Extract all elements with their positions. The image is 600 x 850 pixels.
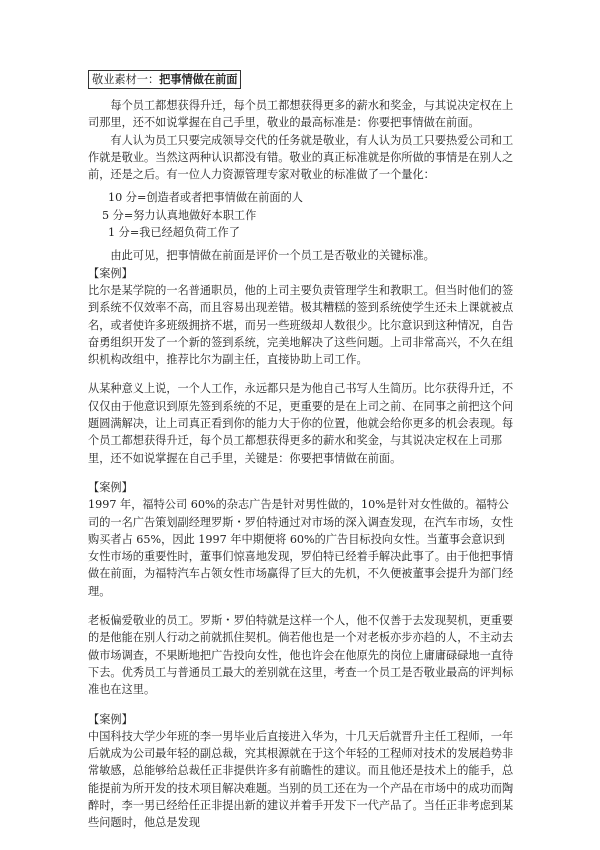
case-label-1: 【案例】	[88, 266, 133, 280]
case2-paragraph-1: 1997 年，福特公司 60%的杂志广告是针对男性做的，10%是针对女性做的。福特公司的一名广告策划副经理罗斯・罗伯特通过对市场的深入调查发现，在汽车市场，女性购买者占 65%，因此 1997 年中期便将 60%的广告目标投向女性。当董事会意识到女性市场的重要性时，董事们惊喜地发现，罗伯特已经着手解决此事了。由于他把事情做在前面，为福特汽车占领女性市场赢得了巨大的先机，不久便被董事会提升为部门经理。	[88, 498, 514, 598]
case1-paragraph-1: 比尔是某学院的一名普通职员，他的上司主要负责管理学生和教职工。但当时他们的签到系统不仅效率不高，而且容易出现差错。极其糟糕的签到系统使学生还未上课就被点名，或者使许多班级拥挤不堪，而另一些班级却人数很少。比尔意识到这种情况，自告奋勇组织开发了一个新的签到系统，完美地解决了这些问题。上司非常高兴，不久在组织机构改组中，推荐比尔为副主任，直接协助上司工作。	[88, 283, 514, 367]
section-title-prefix: 敬业素材一：	[92, 73, 160, 86]
case2-paragraph-2: 老板偏爱敬业的员工。罗斯・罗伯特就是这样一个人，他不仅善于去发现契机，更重要的是他能在别人行动之前就抓住契机。倘若他也是一个对老板亦步亦趋的人，不主动去做市场调查，不果断地把广告投向女性，他也许会在他原先的岗位上庸庸碌碌地一直待下去。优秀员工与普通员工最大的差别就在这里，考查一个员工是否敬业最高的评判标准也在这里。	[88, 614, 514, 697]
case-label-3: 【案例】	[88, 712, 133, 726]
score-scale-item-1: 1 分=我已经超负荷工作了	[108, 226, 240, 240]
intro-paragraph-2: 有人认为员工只要完成领导交代的任务就是敬业，有人认为员工只要热爱公司和工作就是敬业。当然这两种认识都没有错。敬业的真正标准就是你所做的事情是在别人之前，还是之后。有一位人力资源管理专家对敬业的标准做了一个量化：	[88, 133, 514, 182]
case1-paragraph-2: 从某种意义上说，一个人工作，永远都只是为他自己书写人生简历。比尔获得升迁，不仅仅由于他意识到原先签到系统的不足，更重要的是在上司之前、在同事之前把这个问题圆满解决，让上司真正看到你的能力大于你的位置，他就会给你更多的机会表现。每个员工都想获得升迁，每个员工都想获得更多的薪水和奖金，与其说决定权在上司那里，还不如说掌握在自己手里，关键是：你要把事情做在前面。	[88, 382, 514, 465]
section-title	[88, 70, 241, 89]
section-title-emphasis: 把事情做在前面	[159, 72, 238, 86]
document-page	[88, 70, 516, 832]
score-scale-list	[88, 189, 516, 241]
case3-paragraph-1: 中国科技大学少年班的李一男毕业后直接进入华为，十几天后就晋升主任工程师，一年后就成为公司最年轻的副总裁，究其根源就在于这个年轻的工程师对技术的发展趋势非常敏感，总能够给总裁任正非提供许多有前瞻性的建议。而且他还是技术上的能手，总能提前为所开发的技术项目解决难题。当别的员工还在为一个产品在市场中的成功而陶醉时，李一男已经给任正非提出新的建议并着手开发下一代产品了。当任正非考虑到某些问题时，他总是发现	[88, 729, 514, 830]
case-label-2: 【案例】	[88, 480, 133, 494]
intro-paragraph-1: 每个员工都想获得升迁，每个员工都想获得更多的薪水和奖金，与其说决定权在上司那里，还不如说掌握在自己手里，敬业的最高标准是：你要把事情做在前面。	[88, 99, 514, 130]
score-scale-item-5: 5 分=努力认真地做好本职工作	[102, 208, 257, 222]
score-scale-item-10: 10 分=创造者或者把事情做在前面的人	[108, 191, 303, 205]
conclusion-paragraph: 由此可见，把事情做在前面是评价一个员工是否敬业的关键标准。	[110, 249, 435, 263]
